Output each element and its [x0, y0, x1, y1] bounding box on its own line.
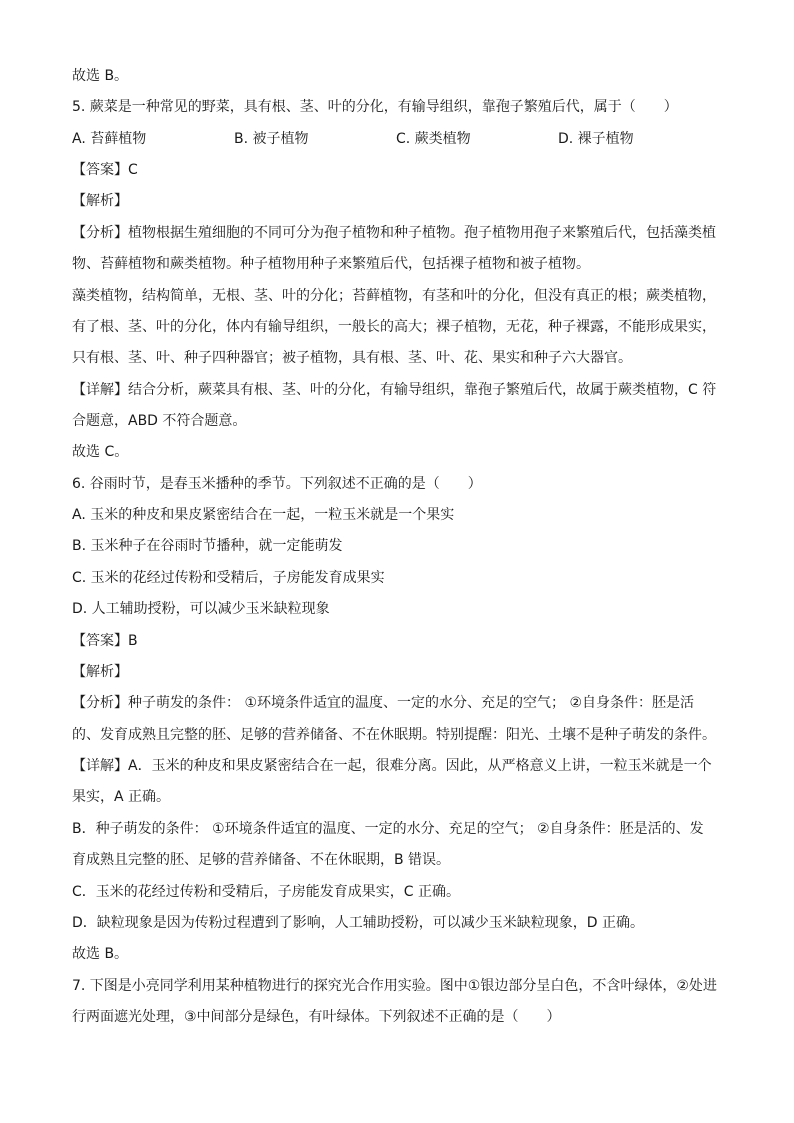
text-line: 合题意，ABD 不符合题意。 — [72, 413, 247, 429]
option-d: D. 裸子植物 — [558, 131, 634, 147]
text-line: 的、发育成熟且完整的胚、足够的营养储备、不在休眠期。特别提醒：阳光、土壤不是种子萌发的条件。 — [72, 727, 716, 743]
answer-label: 【答案】B — [72, 633, 138, 649]
text-line: 行两面遮光处理，③中间部分是绿色，有叶绿体。下列叙述不正确的是（ ） — [72, 1009, 561, 1025]
text-line: 只有根、茎、叶、种子四种器官；被子植物，具有根、茎、叶、花、果实和种子六大器官。 — [72, 350, 632, 366]
text-line: D．缺粒现象是因为传粉过程遭到了影响，人工辅助授粉，可以减少玉米缺粒现象，D 正确。 — [72, 915, 645, 931]
option-d: D. 人工辅助授粉，可以减少玉米缺粒现象 — [72, 601, 330, 617]
text-line: 【详解】A．玉米的种皮和果皮紧密结合在一起，很难分离。因此，从严格意义上讲，一粒玉米就是一个 — [72, 758, 712, 774]
text-line: C．玉米的花经过传粉和受精后，子房能发育成果实，C 正确。 — [72, 884, 460, 900]
text-line: 故选 B。 — [72, 946, 129, 962]
text-line: 有了根、茎、叶的分化，体内有输导组织，一般长的高大；裸子植物，无花，种子裸露，不能形成果实， — [72, 319, 716, 335]
option-a: A. 苔藓植物 — [72, 131, 147, 147]
text-line: 故选 C。 — [72, 444, 129, 460]
text-line: 故选 B。 — [72, 68, 129, 84]
analysis-label: 【解析】 — [72, 664, 128, 680]
text-line: 果实，A 正确。 — [72, 789, 171, 805]
question-5-stem: 5. 蕨菜是一种常见的野菜，具有根、茎、叶的分化，有输导组织，靠孢子繁殖后代，属于（ ） — [72, 99, 678, 115]
text-line: 【分析】植物根据生殖细胞的不同可分为孢子植物和种子植物。孢子植物用孢子来繁殖后代，包括藻类植 — [72, 225, 716, 241]
text-line: 【详解】结合分析，蕨菜具有根、茎、叶的分化，有输导组织，靠孢子繁殖后代，故属于蕨类植物，C 符 — [72, 382, 717, 398]
question-6-stem: 6. 谷雨时节，是春玉米播种的季节。下列叙述不正确的是（ ） — [72, 476, 482, 492]
text-line: B．种子萌发的条件： ①环境条件适宜的温度、一定的水分、充足的空气； ②自身条件：胚是活的、发 — [72, 821, 704, 837]
option-a: A. 玉米的种皮和果皮紧密结合在一起，一粒玉米就是一个果实 — [72, 507, 455, 523]
question-5-options — [72, 130, 732, 148]
option-c: C. 蕨类植物 — [396, 131, 471, 147]
text-line: 物、苔藓植物和蕨类植物。种子植物用种子来繁殖后代，包括裸子植物和被子植物。 — [72, 256, 590, 272]
answer-label: 【答案】C — [72, 162, 138, 178]
text-line: 藻类植物，结构简单，无根、茎、叶的分化；苔藓植物，有茎和叶的分化，但没有真正的根；蕨类植物， — [72, 288, 716, 304]
text-line: 育成熟且完整的胚、足够的营养储备、不在休眠期，B 错误。 — [72, 852, 451, 868]
question-7-stem: 7. 下图是小亮同学利用某种植物进行的探究光合作用实验。图中①银边部分呈白色，不含叶绿体，②处进 — [72, 978, 717, 994]
analysis-label: 【解析】 — [72, 193, 128, 209]
option-b: B. 被子植物 — [234, 131, 309, 147]
option-c: C. 玉米的花经过传粉和受精后，子房能发育成果实 — [72, 570, 385, 586]
option-b: B. 玉米种子在谷雨时节播种，就一定能萌发 — [72, 538, 343, 554]
text-line: 【分析】种子萌发的条件： ①环境条件适宜的温度、一定的水分、充足的空气； ②自身条件：胚是活 — [72, 695, 694, 711]
